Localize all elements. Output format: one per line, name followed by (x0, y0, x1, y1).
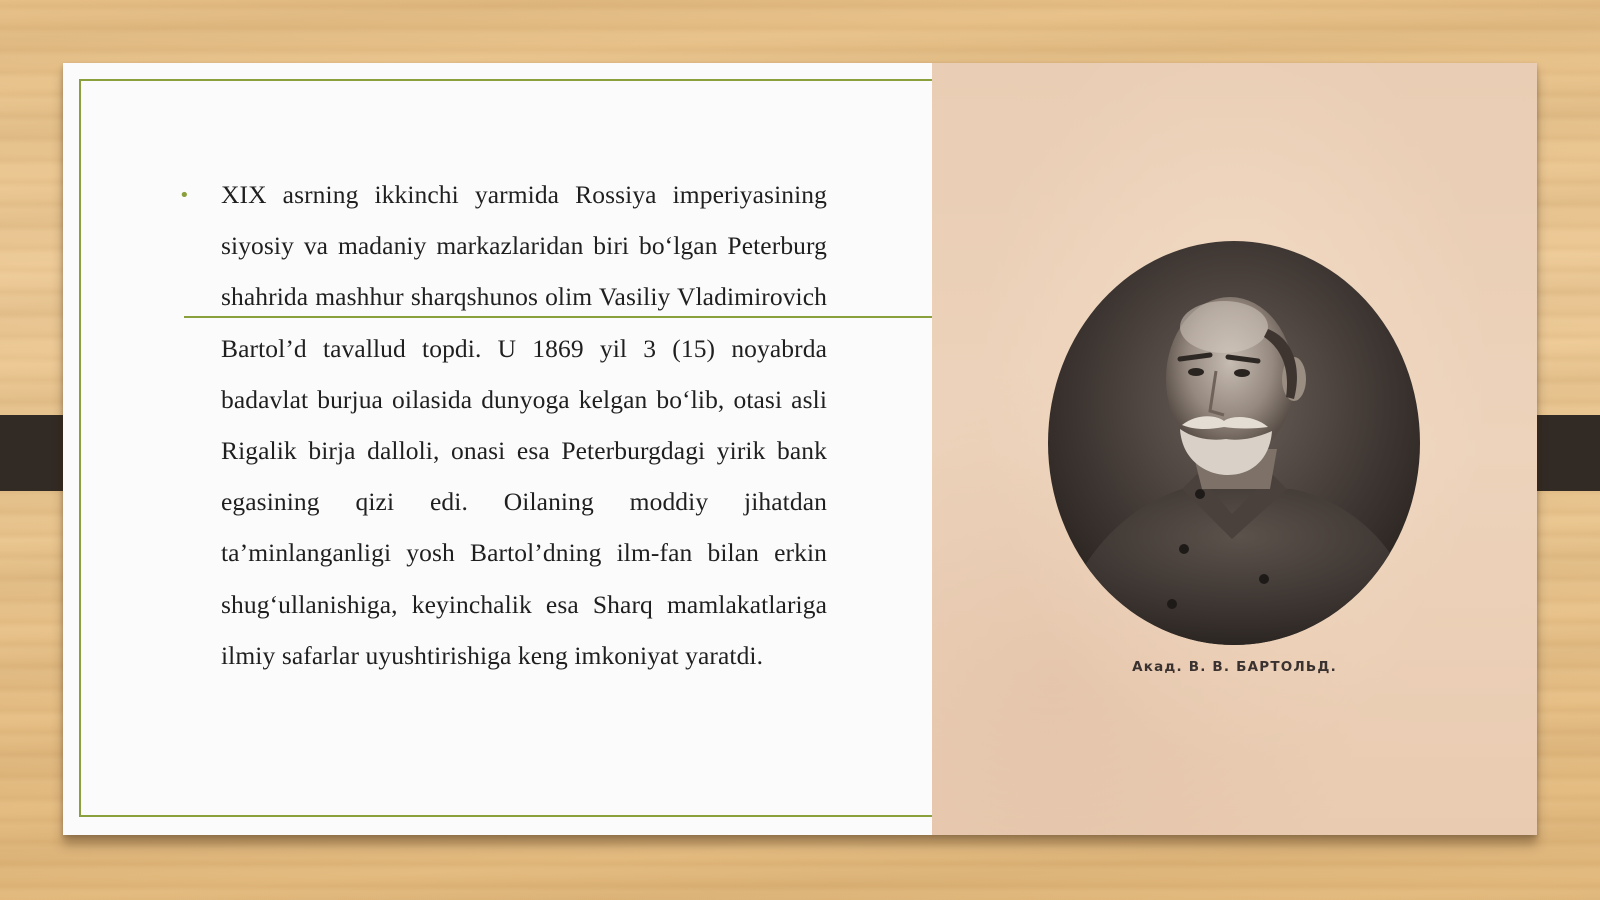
slide-card (63, 63, 1537, 835)
bullet-icon: • (179, 185, 190, 206)
bullet-paragraph: XIX asrning ikkinchi yarmida Rossiya imperiyasining siyosiy va madaniy markazlaridan biri bo‘lgan Peterburg shahrida mashhur sharqshunos olim Vasiliy Vladimirovich Bartol’d tavallud topdi. U 1869 yil 3 (15) noyabrda badavlat burjua oilasida dunyoga kelgan bo‘lib, otasi asli Rigalik birja dalloli, onasi esa Peterburgdagi yirik bank egasining qizi edi. Oilaning moddiy jihatdan ta’minlanganligi yosh Bartol’dning ilm-fan bilan erkin shug‘ullanishiga, keyinchalik esa Sharq mamlakatlariga ilmiy safarlar uyushtirishiga keng imkoniyat yaratdi. (221, 180, 827, 670)
photo-panel (932, 63, 1537, 835)
photo-caption: Акад. В. В. БАРТОЛЬД. (1132, 659, 1337, 675)
right-tab-decoration (1536, 415, 1600, 491)
portrait-image (1032, 239, 1436, 647)
